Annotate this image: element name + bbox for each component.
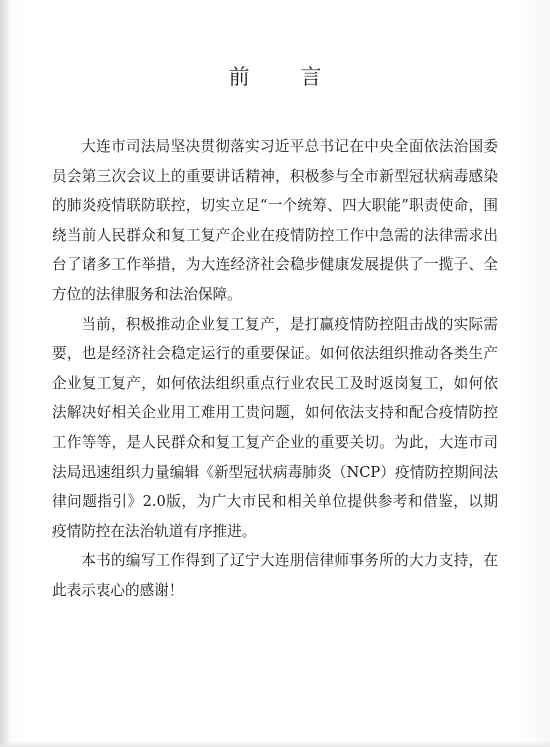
page-title: 前 言 [228, 65, 344, 89]
spine-shadow [0, 0, 10, 747]
preface-paragraph-1: 大连市司法局坚决贯彻落实习近平总书记在中央全面依法治国委员会第三次会议上的重要讲话精神，积极参与全市新型冠状病毒感染的肺炎疫情联防联控，切实立足“一个统筹、四大职能”职责使命，围绕当前人民群众和复工复产企业在疫情防控工作中急需的法律需求出台了诸多工作举措，为大连经济社会稳步健康发展提供了一揽子、全方位的法律服务和法治保障。 [52, 138, 498, 303]
page-bottom-edge [0, 741, 550, 747]
preface-paragraph-3: 本书的编写工作得到了辽宁大连朋信律师事务所的大力支持，在此表示衷心的感谢！ [52, 552, 498, 599]
preface-paragraph-2: 当前，积极推动企业复工复产，是打赢疫情防控阻击战的实际需要，也是经济社会稳定运行的重要保证。如何依法组织推动各类生产企业复工复产，如何依法组织重点行业农民工及时返岗复工，如何依法解决好相关企业用工难用工贵问题，如何依法支持和配合疫情防控工作等等，是人民群众和复工复产企业的重要关切。为此，大连市司法局迅速组织力量编辑《新型冠状病毒肺炎（NCP）疫情防控期间法律问题指引》2.0版，为广大市民和相关单位提供参考和借鉴，以期疫情防控在法治轨道有序推进。 [52, 315, 498, 540]
preface-body [52, 132, 498, 606]
